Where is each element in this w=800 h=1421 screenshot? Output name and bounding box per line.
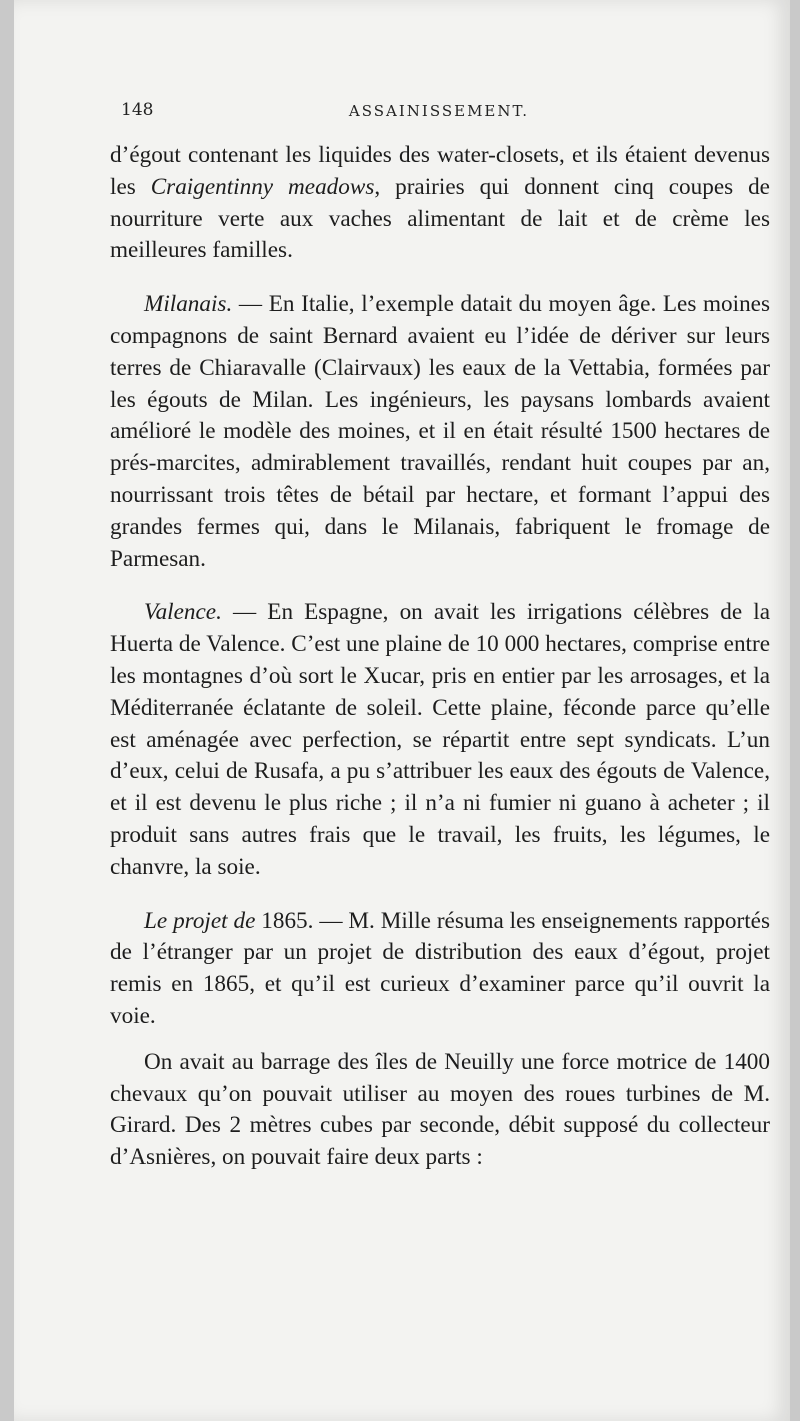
paragraph-2 (110, 289, 770, 575)
book-page (14, 0, 790, 1421)
text-run: On avait au barrage des îles de Neuilly une force motrice de 1400 chevaux qu’on pouvait utiliser au moyen des roues turbines de M. Girard. Des 2 mètres cubes par seconde, débit supposé du collecteur d’Asnières, on pouvait faire deux parts : (110, 1048, 770, 1171)
text-run: — En Espagne, on avait les irrigations célèbres de la Huerta de Valence. C’est une plaine de 10 000 hectares, comprise entre les montagnes d’où sort le Xucar, pris en entier par les arrosages, et la Méditerranée éclatante de soleil. Cette plaine, féconde parce qu’elle est aménagée avec perfection, se répartit entre sept syndicats. L’un d’eux, celui de Rusafa, a pu s’attribuer les eaux des égouts de Valence, et il est devenu le plus riche ; il n’a ni fumier ni guano à acheter ; il produit sans autres frais que le travail, les fruits, les légumes, le chanvre, la soie. (110, 599, 770, 880)
text-run: d’égout contenant les liquides des water-closets, et ils étaient devenus les (110, 142, 770, 200)
paragraph-4 (110, 906, 770, 1033)
text-run: — En Italie, l’exemple datait du moyen âge. Les moines compagnons de saint Bernard avaient eu l’idée de dériver sur leurs terres de Chiaravalle (Clairvaux) les eaux de la Vettabia, formées par les égouts de Milan. Les ingénieurs, les paysans lombards avaient amélioré le modèle des moines, et il en était résulté 1500 hectares de prés-marcites, admirablement travaillés, rendant huit coupes par an, nourrissant trois têtes de bétail par hectare, et formant l’appui des grandes fermes qui, dans le Milanais, fabriquent le fromage de Parmesan. (110, 291, 770, 572)
running-title: ASSAINISSEMENT. (348, 102, 530, 120)
italic-run: Milanais. (144, 291, 233, 318)
text-run: 1865. — M. Mille résuma les enseignements rapportés de l’étranger par un projet de distribution des eaux d’égout, projet remis en 1865, et qu’il est curieux d’examiner parce qu’il ouvrit la voie. (110, 907, 770, 1029)
text-run: , prairies qui donnent cinq coupes de nourriture verte aux vaches alimentant de lait et de crème les meilleures familles. (110, 173, 770, 264)
page-number: 148 (121, 100, 154, 120)
italic-run: Le projet de (144, 907, 256, 934)
italic-run: Craigentinny meadows (150, 173, 375, 200)
paragraph-5 (110, 1047, 770, 1174)
page-header (109, 100, 769, 128)
paragraph-1 (110, 140, 770, 267)
italic-run: Valence. (144, 599, 222, 626)
page-body (110, 140, 770, 1174)
paragraph-3 (110, 597, 770, 883)
